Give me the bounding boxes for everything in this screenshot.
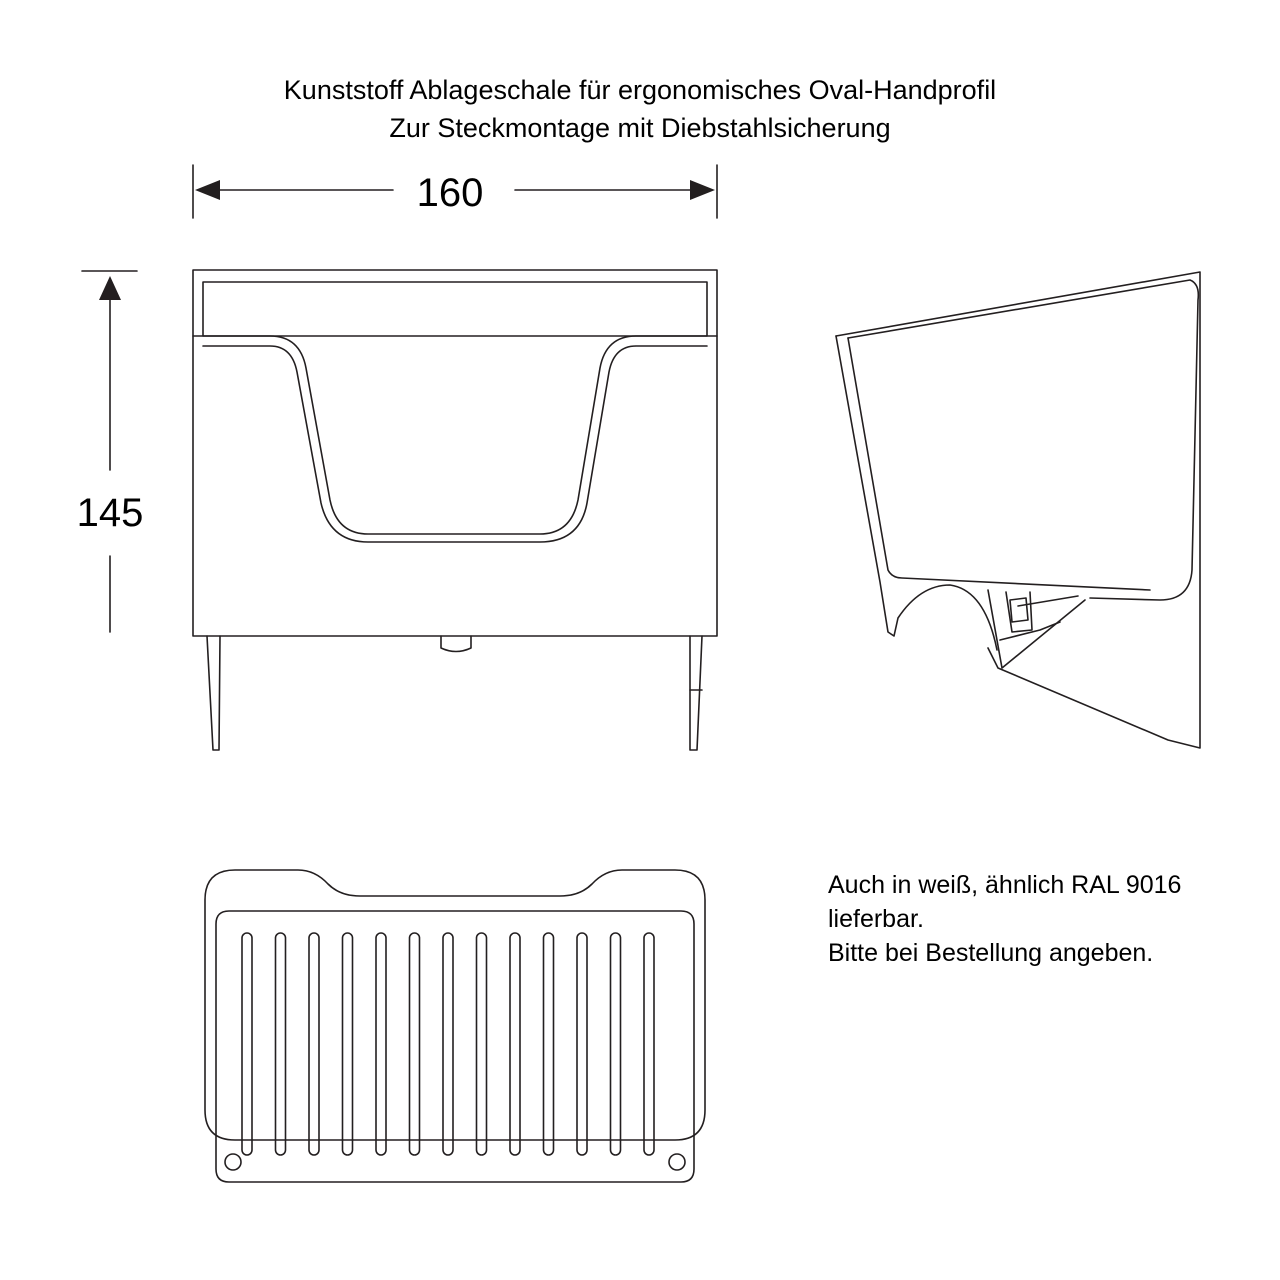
color-note [828, 868, 1181, 970]
drainage-slot [376, 933, 386, 1155]
drainage-slot [242, 933, 252, 1155]
drainage-slot [309, 933, 319, 1155]
drawing-title: Kunststoff Ablageschale für ergonomisches Oval-Handprofil [283, 75, 997, 105]
height-dimension-line [82, 271, 137, 632]
drawing-subtitle: Zur Steckmontage mit Diebstahlsicherung [389, 113, 891, 143]
side-view [836, 272, 1200, 748]
note-line-2: lieferbar. [828, 905, 924, 933]
drainage-slot [611, 933, 621, 1155]
front-view [193, 270, 717, 750]
drainage-slot [276, 933, 286, 1155]
note-line-1: Auch in weiß, ähnlich RAL 9016 [828, 871, 1182, 899]
drainage-slot [477, 933, 487, 1155]
top-view [205, 870, 705, 1182]
drainage-slot [343, 933, 353, 1155]
drainage-slot [644, 933, 654, 1155]
width-dimension-label: 160 [416, 171, 484, 215]
drainage-slot [544, 933, 554, 1155]
mounting-hole-right [669, 1154, 685, 1170]
note-line-3: Bitte bei Bestellung angeben. [828, 939, 1154, 967]
drainage-slot [510, 933, 520, 1155]
drainage-slot [410, 933, 420, 1155]
top-view-slots [242, 933, 654, 1155]
drainage-slot [443, 933, 453, 1155]
drainage-slot [577, 933, 587, 1155]
height-dimension-label: 145 [76, 491, 144, 535]
mounting-hole-left [225, 1154, 241, 1170]
